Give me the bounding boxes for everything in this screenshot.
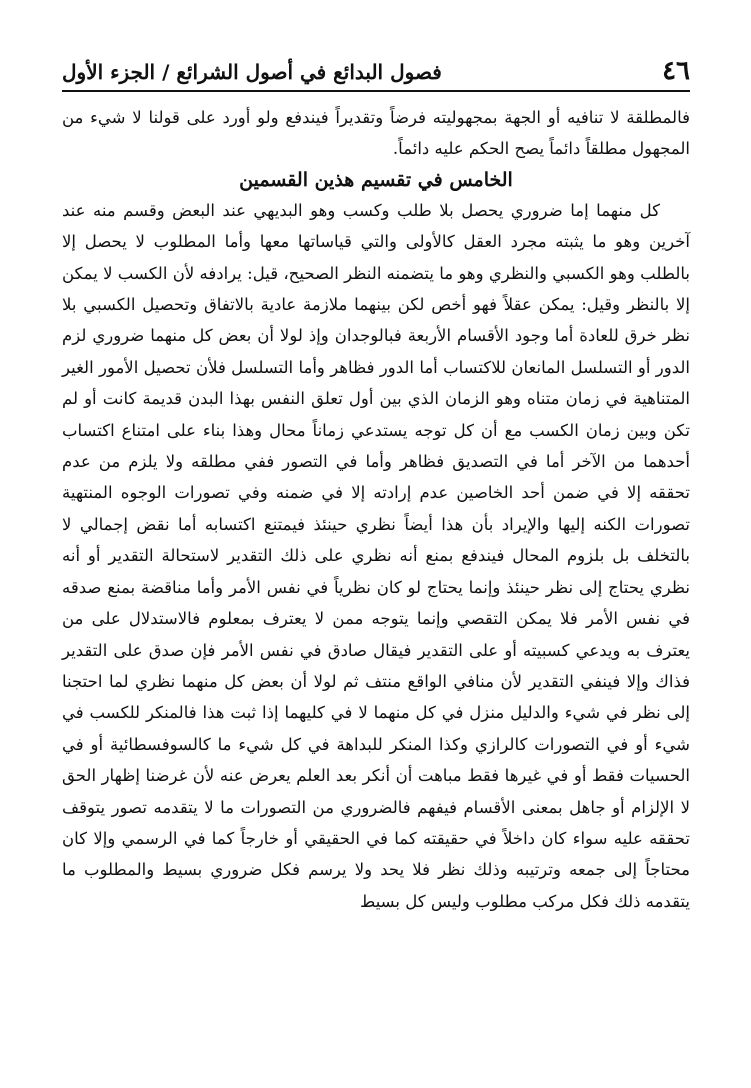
section-heading: الخامس في تقسيم هذين القسمين [239, 168, 513, 191]
main-paragraph: كل منهما إما ضروري يحصل بلا طلب وكسب وهو البديهي عند البعض وقسم منه عند آخرين وهو ما يثبته مجرد العقل كالأولى والتي قياساتها معها وأما المطلوب لا يحصل إلا بالطلب وهو الكسبي والنظري وهو ما يتضمنه النظر الصحيح، قيل: يرادفه لأن الكسب لا يمكن إلا بالنظر وقيل: يمكن عقلاً فهو أخص لكن بينهما ملازمة عادية بالاتفاق وتحصيل الكسبي بلا نظر خرق للعادة أما وجود الأقسام الأربعة فبالوجدان وإذ لولا أن بعض كل منهما ضروري لزم الدور أو التسلسل المانعان للاكتساب أما الدور فظاهر وأما التسلسل فلأن تحصيل الأمور الغير المتناهية في زمان متناه وهو الزمان الذي بين أول تعلق النفس بهذا البدن قديمة كانت أو لم تكن وبين زمان الكسب مع أن كل توجه يستدعي زماناً محال وهذا بناء على امتناع اكتساب أحدهما من الآخر أما في التصديق فظاهر وأما في التصور ففي مطلقه ولا يلزم من عدم تحققه إلا في ضمن أحد الخاصين عدم إرادته إلا في ضمنه وفي تصورات الوجوه المنتهية تصورات الكنه إليها والإيراد بأن هذا أيضاً نظري حينئذ فيمتنع اكتسابه أما نقض إجمالي لا بالتخلف بل بلزوم المحال فيندفع بمنع أنه نظري على ذلك التقدير لاستحالة التقدير أو أنه نظري يحتاج إلى نظر حينئذ وإنما يحتاج لو كان نظرياً في نفس الأمر وأما مناقضة بمنع صدقه في نفس الأمر فلا يمكن التقصي وإنما يتوجه ممن لا يعترف بمعلوم فالاستدلال على من يعترف به ويدعي كسبيته أو على التقدير فيقال صادق في نفس الأمر فإن صدق على التقدير فذاك وإلا فينفي التقدير لأن منافي الواقع منتف ثم لولا أن بعض كل منهما نظري لما احتجنا إلى نظر في شيء والدليل منزل في كل منهما لا في كليهما إذا ثبت هذا فالمنكر للكسب في شيء أو في التصورات كالرازي وكذا المنكر للبداهة في كل شيء ما كالسوفسطائية أو في الحسيات فقط أو في غيرها فقط مباهت أن أنكر بعد العلم يعرض عنه لأن غرضنا إظهار الحق لا الإلزام أو جاهل بمعنى الأقسام فيفهم فالضروري من التصورات ما لا يتقدمه تصور يتوقف تحققه عليه سواء كان داخلاً في حقيقته كما في الحقيقي أو خارجاً كما في الرسمي وإلا كان محتاجاً إلى جمعه وترتيبه وذلك نظر فلا يحد ولا يرسم فكل ضروري بسيط والمطلوب ما يتقدمه ذلك فكل مركب مطلوب وليس كل بسيط [62, 200, 690, 911]
book-page [62, 48, 690, 917]
page-body [62, 102, 690, 917]
running-title: فصول البدائع في أصول الشرائع / الجزء الأول [62, 60, 442, 84]
opening-paragraph: فالمطلقة لا تنافيه أو الجهة بمجهوليته فرضاً وتقديراً فيندفع ولو أورد على قولنا لا شيء من المجهول مطلقاً دائماً يصح الحكم عليه دائماً. [62, 108, 690, 159]
page-number: ٤٦ [662, 56, 690, 86]
page-header [62, 48, 690, 92]
